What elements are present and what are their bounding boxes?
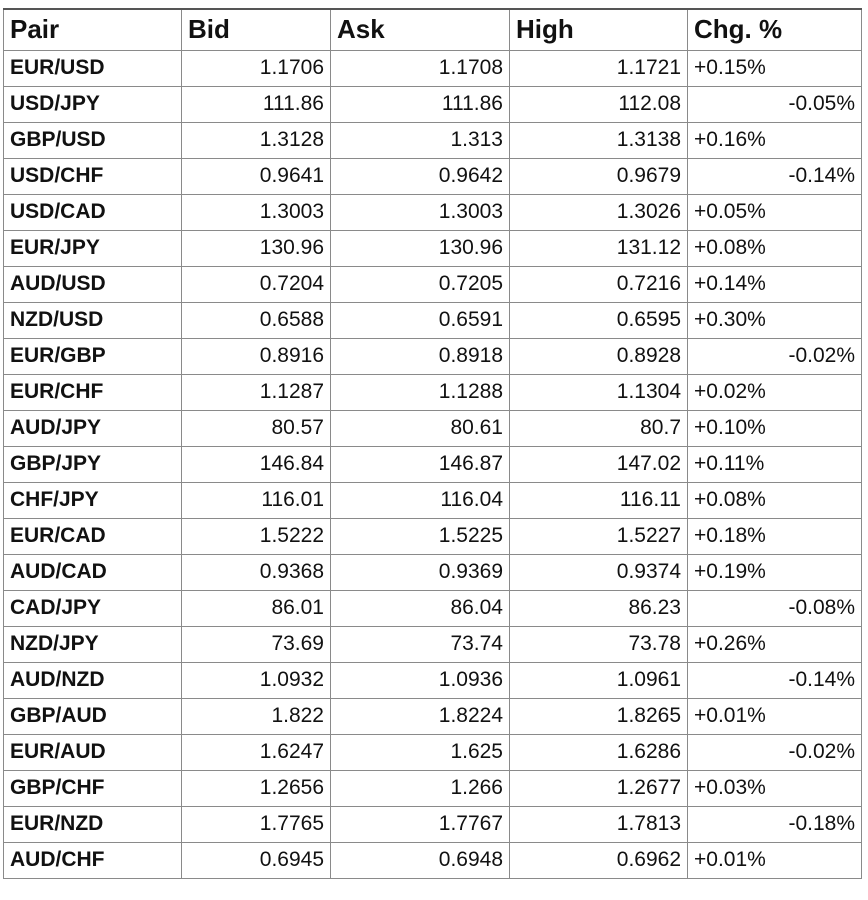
bid-cell: 80.57 — [182, 410, 331, 446]
high-cell: 1.8265 — [510, 698, 688, 734]
pair-cell: AUD/CAD — [4, 554, 182, 590]
pair-cell: EUR/CAD — [4, 518, 182, 554]
column-header-change-percent[interactable]: Chg. % — [688, 9, 862, 50]
ask-cell: 1.266 — [331, 770, 510, 806]
table-header-row — [4, 9, 862, 50]
table-row[interactable] — [4, 374, 862, 410]
bid-cell: 86.01 — [182, 590, 331, 626]
pair-cell: EUR/AUD — [4, 734, 182, 770]
ask-cell: 1.8224 — [331, 698, 510, 734]
pair-cell: GBP/CHF — [4, 770, 182, 806]
pair-cell: GBP/AUD — [4, 698, 182, 734]
change-percent-cell: +0.08% — [688, 230, 862, 266]
ask-cell: 1.625 — [331, 734, 510, 770]
change-percent-cell: +0.01% — [688, 842, 862, 878]
pair-cell: AUD/JPY — [4, 410, 182, 446]
table-row[interactable] — [4, 482, 862, 518]
high-cell: 86.23 — [510, 590, 688, 626]
pair-cell: EUR/NZD — [4, 806, 182, 842]
high-cell: 0.9679 — [510, 158, 688, 194]
ask-cell: 0.8918 — [331, 338, 510, 374]
column-header-bid[interactable]: Bid — [182, 9, 331, 50]
ask-cell: 0.9369 — [331, 554, 510, 590]
table-row[interactable] — [4, 446, 862, 482]
bid-cell: 0.9641 — [182, 158, 331, 194]
ask-cell: 146.87 — [331, 446, 510, 482]
high-cell: 1.3026 — [510, 194, 688, 230]
table-row[interactable] — [4, 842, 862, 878]
bid-cell: 0.8916 — [182, 338, 331, 374]
change-percent-cell: +0.11% — [688, 446, 862, 482]
ask-cell: 0.9642 — [331, 158, 510, 194]
change-percent-cell: +0.05% — [688, 194, 862, 230]
bid-cell: 146.84 — [182, 446, 331, 482]
table-row[interactable] — [4, 410, 862, 446]
high-cell: 116.11 — [510, 482, 688, 518]
column-header-high[interactable]: High — [510, 9, 688, 50]
high-cell: 1.1721 — [510, 50, 688, 86]
table-row[interactable] — [4, 86, 862, 122]
currency-quotes-table — [3, 8, 862, 879]
bid-cell: 1.3128 — [182, 122, 331, 158]
pair-cell: NZD/USD — [4, 302, 182, 338]
bid-cell: 1.2656 — [182, 770, 331, 806]
change-percent-cell: +0.30% — [688, 302, 862, 338]
high-cell: 0.8928 — [510, 338, 688, 374]
table-row[interactable] — [4, 266, 862, 302]
bid-cell: 1.1287 — [182, 374, 331, 410]
ask-cell: 86.04 — [331, 590, 510, 626]
high-cell: 1.0961 — [510, 662, 688, 698]
table-row[interactable] — [4, 590, 862, 626]
ask-cell: 1.5225 — [331, 518, 510, 554]
change-percent-cell: -0.18% — [688, 806, 862, 842]
pair-cell: USD/CAD — [4, 194, 182, 230]
table-row[interactable] — [4, 806, 862, 842]
high-cell: 1.1304 — [510, 374, 688, 410]
table-row[interactable] — [4, 194, 862, 230]
change-percent-cell: -0.14% — [688, 158, 862, 194]
table-row[interactable] — [4, 50, 862, 86]
ask-cell: 0.7205 — [331, 266, 510, 302]
pair-cell: USD/JPY — [4, 86, 182, 122]
ask-cell: 1.3003 — [331, 194, 510, 230]
change-percent-cell: +0.08% — [688, 482, 862, 518]
pair-cell: CAD/JPY — [4, 590, 182, 626]
bid-cell: 1.3003 — [182, 194, 331, 230]
quotes-table-container — [3, 8, 862, 879]
pair-cell: AUD/CHF — [4, 842, 182, 878]
ask-cell: 80.61 — [331, 410, 510, 446]
pair-cell: AUD/USD — [4, 266, 182, 302]
pair-cell: AUD/NZD — [4, 662, 182, 698]
change-percent-cell: -0.05% — [688, 86, 862, 122]
ask-cell: 0.6948 — [331, 842, 510, 878]
pair-cell: GBP/JPY — [4, 446, 182, 482]
ask-cell: 73.74 — [331, 626, 510, 662]
table-row[interactable] — [4, 554, 862, 590]
high-cell: 80.7 — [510, 410, 688, 446]
table-row[interactable] — [4, 734, 862, 770]
ask-cell: 130.96 — [331, 230, 510, 266]
change-percent-cell: +0.16% — [688, 122, 862, 158]
high-cell: 131.12 — [510, 230, 688, 266]
ask-cell: 0.6591 — [331, 302, 510, 338]
bid-cell: 130.96 — [182, 230, 331, 266]
high-cell: 73.78 — [510, 626, 688, 662]
bid-cell: 1.822 — [182, 698, 331, 734]
pair-cell: NZD/JPY — [4, 626, 182, 662]
high-cell: 0.7216 — [510, 266, 688, 302]
table-row[interactable] — [4, 698, 862, 734]
bid-cell: 1.6247 — [182, 734, 331, 770]
high-cell: 1.3138 — [510, 122, 688, 158]
table-row[interactable] — [4, 230, 862, 266]
ask-cell: 1.7767 — [331, 806, 510, 842]
pair-cell: EUR/JPY — [4, 230, 182, 266]
table-row[interactable] — [4, 626, 862, 662]
high-cell: 1.2677 — [510, 770, 688, 806]
change-percent-cell: -0.08% — [688, 590, 862, 626]
high-cell: 0.6595 — [510, 302, 688, 338]
change-percent-cell: +0.01% — [688, 698, 862, 734]
bid-cell: 1.0932 — [182, 662, 331, 698]
bid-cell: 0.7204 — [182, 266, 331, 302]
ask-cell: 1.1288 — [331, 374, 510, 410]
change-percent-cell: +0.10% — [688, 410, 862, 446]
high-cell: 1.6286 — [510, 734, 688, 770]
change-percent-cell: +0.26% — [688, 626, 862, 662]
bid-cell: 1.1706 — [182, 50, 331, 86]
change-percent-cell: -0.02% — [688, 734, 862, 770]
change-percent-cell: +0.19% — [688, 554, 862, 590]
ask-cell: 111.86 — [331, 86, 510, 122]
pair-cell: EUR/CHF — [4, 374, 182, 410]
bid-cell: 1.5222 — [182, 518, 331, 554]
table-row[interactable] — [4, 662, 862, 698]
bid-cell: 116.01 — [182, 482, 331, 518]
bid-cell: 0.6588 — [182, 302, 331, 338]
bid-cell: 0.9368 — [182, 554, 331, 590]
ask-cell: 116.04 — [331, 482, 510, 518]
change-percent-cell: -0.02% — [688, 338, 862, 374]
pair-cell: EUR/GBP — [4, 338, 182, 374]
high-cell: 112.08 — [510, 86, 688, 122]
change-percent-cell: +0.02% — [688, 374, 862, 410]
table-row[interactable] — [4, 338, 862, 374]
bid-cell: 111.86 — [182, 86, 331, 122]
high-cell: 147.02 — [510, 446, 688, 482]
column-header-ask[interactable]: Ask — [331, 9, 510, 50]
change-percent-cell: +0.18% — [688, 518, 862, 554]
ask-cell: 1.1708 — [331, 50, 510, 86]
table-body — [4, 50, 862, 878]
high-cell: 0.9374 — [510, 554, 688, 590]
high-cell: 1.7813 — [510, 806, 688, 842]
ask-cell: 1.313 — [331, 122, 510, 158]
bid-cell: 73.69 — [182, 626, 331, 662]
table-row[interactable] — [4, 158, 862, 194]
change-percent-cell: +0.03% — [688, 770, 862, 806]
table-row[interactable] — [4, 302, 862, 338]
bid-cell: 1.7765 — [182, 806, 331, 842]
bid-cell: 0.6945 — [182, 842, 331, 878]
change-percent-cell: +0.14% — [688, 266, 862, 302]
pair-cell: GBP/USD — [4, 122, 182, 158]
high-cell: 1.5227 — [510, 518, 688, 554]
change-percent-cell: -0.14% — [688, 662, 862, 698]
high-cell: 0.6962 — [510, 842, 688, 878]
table-row[interactable] — [4, 518, 862, 554]
table-row[interactable] — [4, 770, 862, 806]
pair-cell: USD/CHF — [4, 158, 182, 194]
ask-cell: 1.0936 — [331, 662, 510, 698]
pair-cell: EUR/USD — [4, 50, 182, 86]
column-header-pair[interactable]: Pair — [4, 9, 182, 50]
change-percent-cell: +0.15% — [688, 50, 862, 86]
table-row[interactable] — [4, 122, 862, 158]
pair-cell: CHF/JPY — [4, 482, 182, 518]
